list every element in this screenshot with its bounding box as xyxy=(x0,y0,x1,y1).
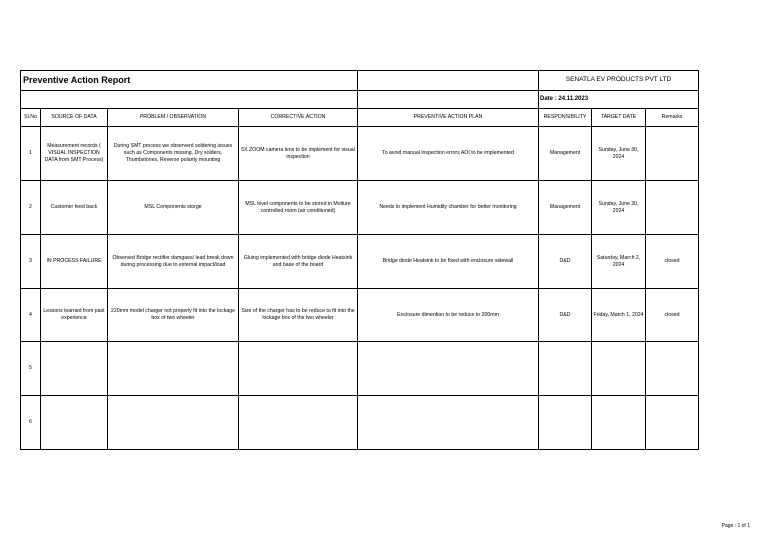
title-spacer-cell xyxy=(358,71,539,91)
col-header-target-date: TARGET DATE xyxy=(592,109,646,127)
table-row xyxy=(21,396,699,450)
cell-source xyxy=(41,342,108,396)
cell-problem: 220mm model charger not properly fit into the lockage box of two wheeler xyxy=(108,289,239,342)
col-header-corrective: CORRECTIVE ACTION xyxy=(239,109,358,127)
cell-source: Measurement records ( VISUAL INSPECTION DATA from SMT Process) xyxy=(41,127,108,181)
cell-corrective: Size of the charger has to be reduce to fit into the lockage box of the two wheeler xyxy=(239,289,358,342)
cell-source xyxy=(41,396,108,450)
cell-corrective xyxy=(239,342,358,396)
table-row xyxy=(21,289,699,342)
cell-responsibility: Management xyxy=(539,127,592,181)
cell-target-date: Saturday, March 2, 2024 xyxy=(592,235,646,289)
cell-responsibility xyxy=(539,396,592,450)
cell-problem: MSL Components storge xyxy=(108,181,239,235)
cell-remarks: closed xyxy=(646,289,699,342)
cell-target-date xyxy=(592,396,646,450)
cell-preventive xyxy=(358,396,539,450)
cell-responsibility xyxy=(539,342,592,396)
cell-corrective: MSL level components to be stored in Moiture controlled room (air conditioned) xyxy=(239,181,358,235)
col-header-responsibility: RESPONSIBILITY xyxy=(539,109,592,127)
col-header-problem: PROBLEM / OBSERVATION xyxy=(108,109,239,127)
table-row xyxy=(21,342,699,396)
cell-responsibility: D&D xyxy=(539,235,592,289)
company-name: SENATLA EV PRODUCTS PVT LTD xyxy=(539,71,699,91)
cell-target-date: Friday, March 1, 2024 xyxy=(592,289,646,342)
table-row xyxy=(21,235,699,289)
cell-source: Customer feed back xyxy=(41,181,108,235)
blank-header-cell-2 xyxy=(358,91,539,109)
cell-problem xyxy=(108,342,239,396)
cell-target-date: Sunday, June 30, 2024 xyxy=(592,181,646,235)
cell-source: IN PROCESS FAILURE xyxy=(41,235,108,289)
cell-slno: 1 xyxy=(21,127,41,181)
cell-remarks xyxy=(646,127,699,181)
cell-corrective: 5X ZOOM camera lens to be implement for visual inspection xyxy=(239,127,358,181)
col-header-source: SOURCE OF DATA xyxy=(41,109,108,127)
cell-remarks xyxy=(646,181,699,235)
cell-source: Lessons learned from past experience xyxy=(41,289,108,342)
cell-problem: Observed Bridge rectifier damgaes/ lead break down during processing due to external impact/load xyxy=(108,235,239,289)
report-date: Date : 24.11.2023 xyxy=(539,91,699,109)
preventive-action-table xyxy=(20,70,699,450)
report-title: Preventive Action Report xyxy=(21,71,358,91)
col-header-preventive: PREVENTIVE ACTION PLAN xyxy=(358,109,539,127)
blank-header-cell xyxy=(21,91,358,109)
cell-remarks xyxy=(646,396,699,450)
cell-slno: 3 xyxy=(21,235,41,289)
cell-slno: 2 xyxy=(21,181,41,235)
cell-problem: During SMT process we observerd soldering issues such as Components missing, Dry solders, Thumbstones, Reverse polarity mounting xyxy=(108,127,239,181)
cell-remarks xyxy=(646,342,699,396)
column-header-row xyxy=(21,109,699,127)
cell-preventive: Enclosure dimention to be reduce to 200mm xyxy=(358,289,539,342)
cell-responsibility: Management xyxy=(539,181,592,235)
cell-target-date: Sunday, June 30, 2024 xyxy=(592,127,646,181)
cell-slno: 4 xyxy=(21,289,41,342)
cell-slno: 5 xyxy=(21,342,41,396)
cell-preventive: Needs to implement Humidity chamber for better monitoring xyxy=(358,181,539,235)
cell-preventive: Bridge diode Heatsink to be fixed with enclosure sidewall xyxy=(358,235,539,289)
cell-corrective: Gluing implemented with bridge diode Heatsink and base of the board xyxy=(239,235,358,289)
table-row xyxy=(21,181,699,235)
page-number: Page : 1 of 1 xyxy=(721,523,750,529)
cell-corrective xyxy=(239,396,358,450)
col-header-remarks: Remarks xyxy=(646,109,699,127)
table-row xyxy=(21,127,699,181)
cell-problem xyxy=(108,396,239,450)
col-header-slno: Sl.No xyxy=(21,109,41,127)
cell-responsibility: D&D xyxy=(539,289,592,342)
cell-slno: 6 xyxy=(21,396,41,450)
cell-preventive xyxy=(358,342,539,396)
cell-target-date xyxy=(592,342,646,396)
cell-remarks: closed xyxy=(646,235,699,289)
cell-preventive: To avoid manual inspection errors AOI to be implemented xyxy=(358,127,539,181)
